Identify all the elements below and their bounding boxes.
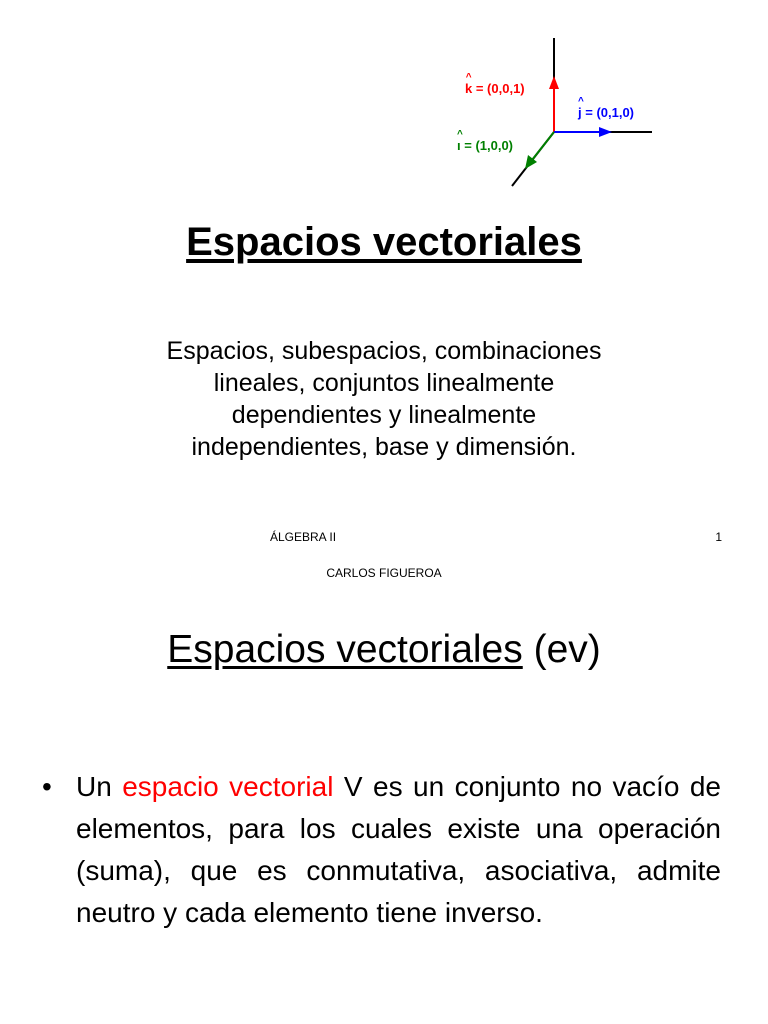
- page-number: 1: [715, 530, 722, 544]
- subtitle-line: independientes, base y dimensión.: [191, 433, 577, 461]
- bullet-suffix: V es un conjunto no vacío de elementos, para los cuales existe una operación (suma), que es conmutativa, asociativa, admite neutro y cada elemento tiene inverso.: [76, 771, 721, 928]
- j-symbol: ^ j: [578, 105, 582, 120]
- slide-2: [0, 578, 768, 1024]
- subtitle-line: lineales, conjuntos linealmente: [213, 369, 555, 397]
- bullet-prefix: Un: [76, 771, 123, 802]
- highlighted-term: espacio vectorial: [122, 771, 334, 802]
- i-symbol: ^ ı: [457, 138, 461, 153]
- i-arrow: [532, 132, 554, 160]
- footer-course: ÁLGEBRA II: [270, 530, 337, 544]
- footer-author: CARLOS FIGUEROA: [326, 566, 442, 578]
- slide-title: [0, 628, 768, 672]
- i-vector-label: [457, 138, 513, 153]
- k-symbol: ^ k: [465, 81, 472, 96]
- title-suffix: (ev): [522, 628, 601, 671]
- k-value: = (0,0,1): [472, 81, 525, 96]
- j-value: = (0,1,0): [581, 105, 635, 120]
- subtitle-line: dependientes y linealmente: [231, 401, 537, 429]
- k-vector-label: [465, 81, 525, 96]
- k-arrowhead: [549, 76, 559, 89]
- axes-drawing: [440, 30, 680, 200]
- j-vector-label: [578, 105, 634, 120]
- i-value: = (1,0,0): [460, 138, 514, 153]
- slide-title: Espacios vectoriales: [186, 220, 582, 264]
- bullet-text: [76, 766, 721, 934]
- unit-vectors-diagram: [440, 30, 680, 200]
- slide-subtitle: [110, 335, 658, 463]
- subtitle-line: Espacios, subespacios, combinaciones: [166, 337, 602, 365]
- j-arrowhead: [599, 127, 612, 137]
- title-underlined: Espacios vectoriales: [167, 628, 523, 671]
- bullet-marker: •: [42, 771, 52, 802]
